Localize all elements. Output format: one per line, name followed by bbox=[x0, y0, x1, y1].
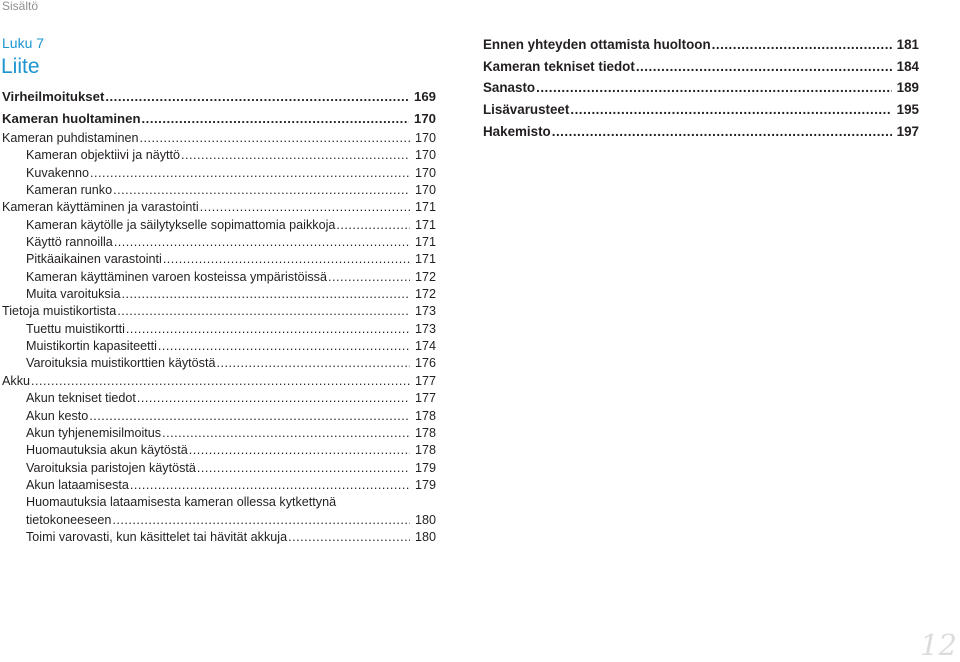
toc-entry[interactable] bbox=[2, 303, 436, 320]
toc-entry[interactable] bbox=[2, 269, 436, 286]
toc-leader-dots bbox=[163, 251, 410, 268]
toc-entry-page: 197 bbox=[896, 123, 919, 139]
toc-entry-label: Kameran käytölle ja säilytykselle sopimattomia paikkoja bbox=[26, 217, 336, 232]
toc-entry[interactable] bbox=[2, 494, 436, 511]
toc-right-column bbox=[483, 34, 919, 142]
toc-entry-label: Toimi varovasti, kun käsittelet tai hävität akkuja bbox=[26, 529, 288, 544]
toc-entry-label: Sanasto bbox=[483, 80, 536, 96]
toc-entry-label: Virheilmoitukset bbox=[2, 89, 105, 104]
toc-entry[interactable] bbox=[2, 477, 436, 494]
toc-entry-label: Pitkäaikainen varastointi bbox=[26, 252, 162, 267]
toc-entry-label: Ennen yhteyden ottamista huoltoon bbox=[483, 37, 711, 52]
toc-entry[interactable] bbox=[2, 199, 436, 216]
toc-leader-dots bbox=[552, 121, 892, 143]
toc-entry-page: 170 bbox=[414, 148, 436, 163]
toc-entry-page: 170 bbox=[414, 183, 436, 198]
toc-entry-label: Kameran käyttäminen varoen kosteissa ympäristöissä bbox=[26, 269, 327, 284]
toc-entry[interactable] bbox=[483, 34, 919, 56]
toc-leader-dots bbox=[113, 182, 410, 199]
toc-entry[interactable] bbox=[2, 251, 436, 268]
toc-leader-dots bbox=[137, 390, 410, 407]
toc-leader-dots bbox=[142, 108, 409, 130]
toc-entry-page: 195 bbox=[896, 102, 919, 118]
toc-left-column bbox=[2, 86, 436, 546]
toc-entry-label: Muistikortin kapasiteetti bbox=[26, 339, 157, 354]
toc-leader-dots bbox=[536, 77, 892, 99]
toc-entry[interactable] bbox=[2, 442, 436, 459]
toc-leader-dots bbox=[570, 99, 891, 121]
toc-entry-label: Akun tekniset tiedot bbox=[26, 391, 136, 406]
toc-leader-dots bbox=[89, 408, 410, 425]
toc-leader-dots bbox=[122, 286, 410, 303]
toc-leader-dots bbox=[216, 355, 410, 372]
toc-leader-dots bbox=[712, 34, 892, 56]
toc-entry-page: 180 bbox=[414, 512, 436, 527]
toc-entry[interactable] bbox=[2, 529, 436, 546]
toc-entry-page: 172 bbox=[414, 287, 436, 302]
toc-entry-label: Hakemisto bbox=[483, 123, 551, 139]
toc-entry-label: Lisävarusteet bbox=[483, 102, 570, 118]
toc-entry-label: Akun kesto bbox=[26, 408, 89, 423]
toc-entry-page: 170 bbox=[413, 111, 436, 126]
toc-entry[interactable] bbox=[2, 234, 436, 251]
toc-entry-label: Akku bbox=[2, 373, 30, 388]
toc-entry-label: Huomautuksia lataamisesta kameran ollessa kytkettynä bbox=[26, 495, 337, 510]
page-number: 12 bbox=[920, 628, 957, 662]
toc-entry-label: Tuettu muistikortti bbox=[26, 321, 125, 336]
toc-leader-dots bbox=[112, 512, 410, 529]
toc-entry[interactable] bbox=[2, 182, 436, 199]
toc-entry[interactable] bbox=[2, 165, 436, 182]
toc-leader-dots bbox=[90, 165, 410, 182]
toc-entry[interactable] bbox=[2, 321, 436, 338]
toc-entry-label: tietokoneeseen bbox=[26, 512, 112, 527]
toc-entry[interactable] bbox=[2, 408, 436, 425]
toc-entry-page: 178 bbox=[414, 443, 436, 458]
toc-entry-page: 179 bbox=[414, 460, 436, 475]
toc-leader-dots bbox=[31, 373, 410, 390]
toc-entry-page: 179 bbox=[414, 477, 436, 492]
toc-entry-label: Akun tyhjenemisilmoitus bbox=[26, 425, 162, 440]
toc-entry-label: Kameran huoltaminen bbox=[2, 111, 141, 126]
toc-entry[interactable] bbox=[483, 99, 919, 121]
toc-entry-page: 177 bbox=[414, 373, 436, 388]
toc-entry-label: Kuvakenno bbox=[26, 165, 90, 180]
toc-entry[interactable] bbox=[2, 460, 436, 477]
toc-entry-label: Kameran puhdistaminen bbox=[2, 131, 139, 145]
toc-entry-label: Varoituksia paristojen käytöstä bbox=[26, 460, 196, 475]
toc-leader-dots bbox=[197, 460, 410, 477]
toc-entry[interactable] bbox=[483, 77, 919, 99]
toc-entry-page: 170 bbox=[414, 131, 436, 145]
toc-entry-page: 178 bbox=[414, 408, 436, 423]
toc-entry-page: 170 bbox=[414, 165, 436, 180]
toc-entry-page: 173 bbox=[414, 304, 436, 319]
toc-leader-dots bbox=[158, 338, 410, 355]
toc-entry[interactable] bbox=[2, 286, 436, 303]
toc-entry-page: 171 bbox=[414, 235, 436, 250]
toc-leader-dots bbox=[200, 199, 410, 216]
toc-leader-dots bbox=[181, 147, 410, 164]
toc-entry[interactable] bbox=[2, 390, 436, 407]
toc-entry-page: 177 bbox=[414, 391, 436, 406]
toc-leader-dots bbox=[140, 130, 410, 147]
toc-entry[interactable] bbox=[2, 338, 436, 355]
toc-leader-dots bbox=[130, 477, 410, 494]
toc-entry-page: 181 bbox=[896, 37, 919, 52]
toc-entry-page: 173 bbox=[414, 321, 436, 336]
toc-entry[interactable] bbox=[483, 56, 919, 78]
toc-leader-dots bbox=[288, 529, 410, 546]
toc-entry-page: 171 bbox=[414, 217, 436, 232]
toc-entry-page: 178 bbox=[414, 425, 436, 440]
toc-entry-page: 184 bbox=[896, 58, 919, 74]
toc-entry-page: 176 bbox=[414, 356, 436, 371]
toc-entry-label: Kameran käyttäminen ja varastointi bbox=[2, 200, 199, 215]
toc-entry[interactable] bbox=[2, 147, 436, 164]
toc-entry[interactable] bbox=[2, 512, 436, 529]
toc-entry-page: 180 bbox=[414, 529, 436, 544]
toc-entry[interactable] bbox=[2, 217, 436, 234]
toc-entry-page: 169 bbox=[413, 89, 436, 104]
toc-entry-label: Huomautuksia akun käytöstä bbox=[26, 443, 188, 458]
toc-entry-page: 171 bbox=[414, 200, 436, 215]
toc-entry-label: Kameran objektiivi ja näyttö bbox=[26, 148, 181, 163]
toc-entry[interactable] bbox=[483, 121, 919, 143]
toc-leader-dots bbox=[328, 269, 410, 286]
toc-entry-label: Varoituksia muistikorttien käytöstä bbox=[26, 356, 216, 371]
toc-leader-dots bbox=[189, 442, 410, 459]
toc-leader-dots bbox=[105, 86, 409, 108]
toc-entry-label: Kameran tekniset tiedot bbox=[483, 58, 635, 74]
toc-leader-dots bbox=[114, 234, 410, 251]
toc-entry-page: 171 bbox=[414, 252, 436, 267]
toc-entry[interactable] bbox=[2, 425, 436, 442]
toc-entry[interactable] bbox=[2, 108, 436, 130]
toc-entry-page: 189 bbox=[896, 80, 919, 96]
toc-leader-dots bbox=[117, 303, 410, 320]
toc-entry[interactable] bbox=[2, 355, 436, 372]
toc-entry-label: Tietoja muistikortista bbox=[2, 304, 117, 319]
toc-leader-dots bbox=[162, 425, 410, 442]
toc-entry-label: Käyttö rannoilla bbox=[26, 235, 113, 250]
toc-leader-dots bbox=[636, 56, 892, 78]
toc-entry[interactable] bbox=[2, 130, 436, 147]
toc-entry[interactable] bbox=[2, 373, 436, 390]
toc-entry[interactable] bbox=[2, 86, 436, 108]
toc-entry-page: 174 bbox=[414, 339, 436, 354]
breadcrumb-contents[interactable]: Sisältö bbox=[2, 0, 39, 13]
toc-entry-label: Muita varoituksia bbox=[26, 287, 121, 302]
toc-entry-page: 172 bbox=[414, 269, 436, 284]
toc-leader-dots bbox=[126, 321, 410, 338]
toc-entry-label: Akun lataamisesta bbox=[26, 477, 129, 492]
chapter-label: Luku 7 bbox=[2, 35, 45, 51]
toc-entry-label: Kameran runko bbox=[26, 183, 113, 198]
chapter-title: Liite bbox=[1, 55, 40, 78]
toc-leader-dots bbox=[336, 217, 410, 234]
